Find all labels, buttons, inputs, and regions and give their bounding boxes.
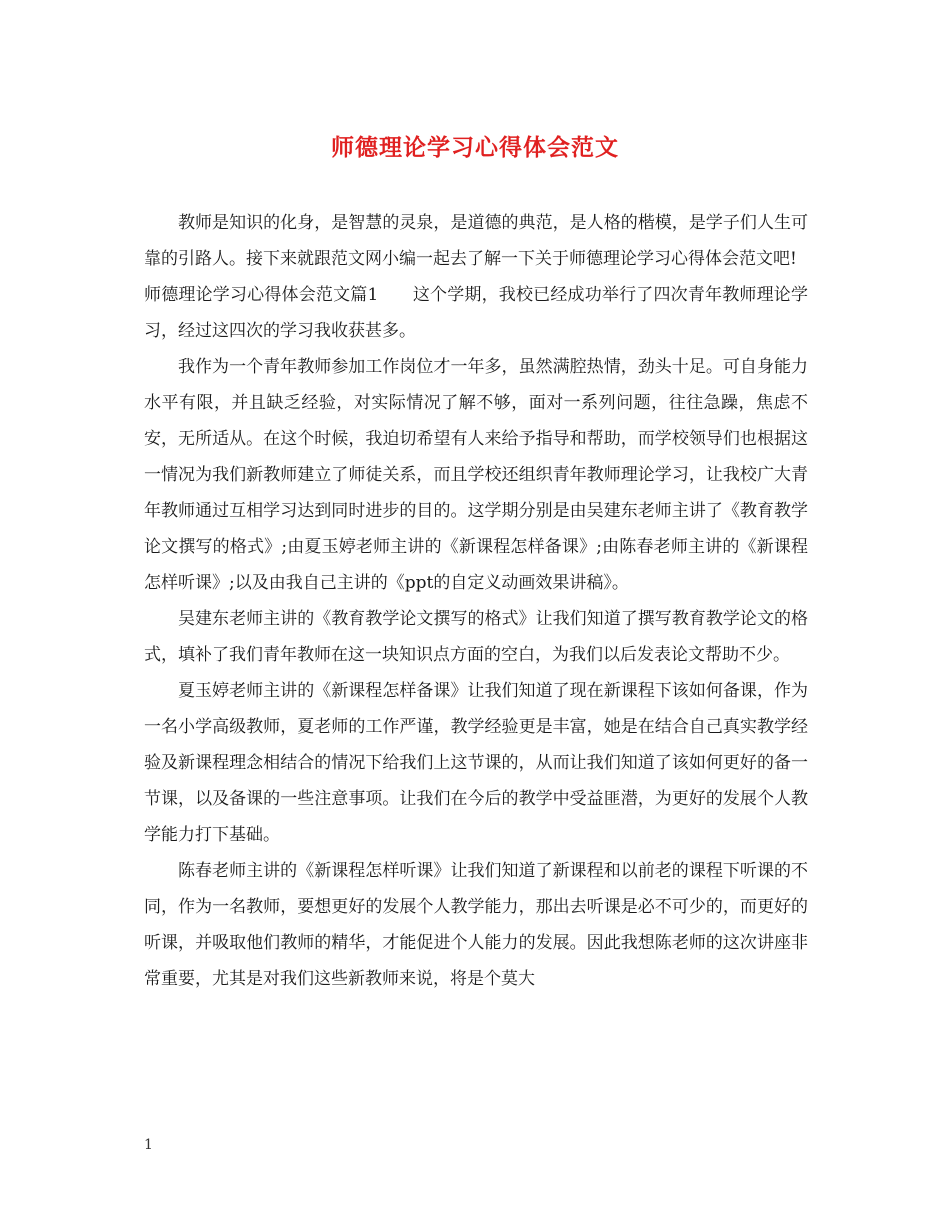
paragraph-body: 夏玉婷老师主讲的《新课程怎样备课》让我们知道了现在新课程下该如何备课，作为一名小学高级教师，夏老师的工作严谨，教学经验更是丰富，她是在结合自己真实教学经验及新课程理念相结合的情况下给我们上这节课的，从而让我们知道了该如何更好的备一节课，以及备课的一些注意事项。让我们在今后的教学中受益匪潜，为更好的发展个人教学能力打下基础。 — [144, 681, 808, 845]
paragraph-body: 陈春老师主讲的《新课程怎样听课》让我们知道了新课程和以前老的课程下听课的不同，作为一名教师，要想更好的发展个人教学能力，那出去听课是必不可少的，而更好的听课，并吸取他们教师的精华，才能促进个人能力的发展。因此我想陈老师的这次讲座非常重要，尤其是对我们这些新教师来说，将是个莫大 — [144, 861, 808, 989]
document-body — [144, 205, 808, 997]
paragraph-intro: 教师是知识的化身，是智慧的灵泉，是道德的典范，是人格的楷模，是学子们人生可靠的引路人。接下来就跟范文网小编一起去了解一下关于师德理论学习心得体会范文吧! — [144, 213, 808, 269]
document-title: 师德理论学习心得体会范文 — [331, 135, 619, 161]
paragraph-section-heading: 师德理论学习心得体会范文篇1 这个学期，我校已经成功举行了四次青年教师理论学习，经过这四次的学习我收获甚多。 — [144, 285, 808, 341]
page-number: 1 — [144, 1137, 153, 1153]
paragraph-body: 我作为一个青年教师参加工作岗位才一年多，虽然满腔热情，劲头十足。可自身能力水平有限，并且缺乏经验，对实际情况了解不够，面对一系列问题，往往急躁，焦虑不安，无所适从。在这个时候，我迫切希望有人来给予指导和帮助，而学校领导们也根据这一情况为我们新教师建立了师徒关系，而且学校还组织青年教师理论学习，让我校广大青年教师通过互相学习达到同时进步的目的。这学期分别是由吴建东老师主讲了《教育教学论文撰写的格式》;由夏玉婷老师主讲的《新课程怎样备课》;由陈春老师主讲的《新课程怎样听课》;以及由我自己主讲的《ppt的自定义动画效果讲稿》。 — [144, 357, 808, 593]
paragraph-body: 吴建东老师主讲的《教育教学论文撰写的格式》让我们知道了撰写教育教学论文的格式，填补了我们青年教师在这一块知识点方面的空白，为我们以后发表论文帮助不少。 — [144, 609, 808, 665]
